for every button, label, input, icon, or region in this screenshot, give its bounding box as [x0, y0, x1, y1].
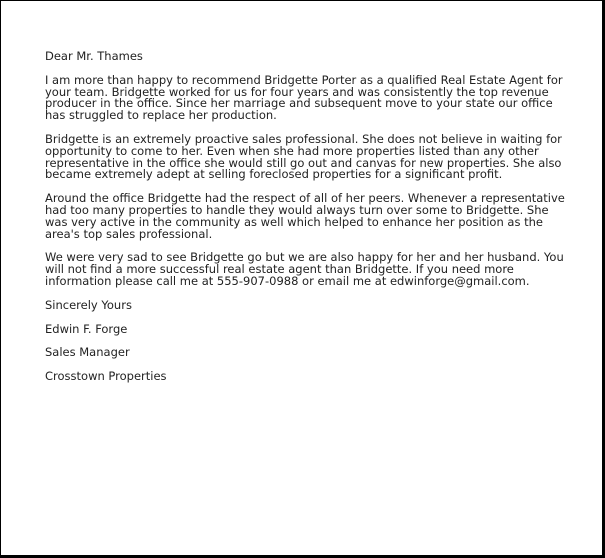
paragraph-proactive: Bridgette is an extremely proactive sales professional. She does not believe in waiting for opportunity to come to her. Even when she had more properties listed than any other representative in the office she would still go out and canvas for new properties. She also became extremely adept at selling foreclosed properties for a significant profit. — [45, 131, 562, 182]
letter-body — [45, 51, 565, 395]
salutation: Dear Mr. Thames — [45, 49, 143, 63]
signer-name: Edwin F. Forge — [45, 321, 128, 336]
company-name: Crosstown Properties — [45, 369, 167, 384]
closing: Sincerely Yours — [45, 297, 132, 312]
paragraph-respect: Around the office Bridgette had the respect of all of her peers. Whenever a representative had too many properties to handle they would always turn over some to Bridgette. She was very active in the community as well which helped to enhance her position as the area's top sales professional. — [45, 191, 565, 241]
paragraph-recommendation: I am more than happy to recommend Bridgette Porter as a qualified Real Estate Agent for your team. Bridgette worked for us for four years and was consistently the top revenue producer in the office. Since her marriage and subsequent move to your state our office has struggled to replace her production. — [45, 72, 563, 123]
paragraph-contact: We were very sad to see Bridgette go but we are also happy for her and her husband. You will not find a more successful real estate agent than Bridgette. If you need more information please call me at 555-907-0988 or email me at edwinforge@gmail.com. — [45, 250, 564, 288]
signer-title: Sales Manager — [45, 345, 130, 360]
